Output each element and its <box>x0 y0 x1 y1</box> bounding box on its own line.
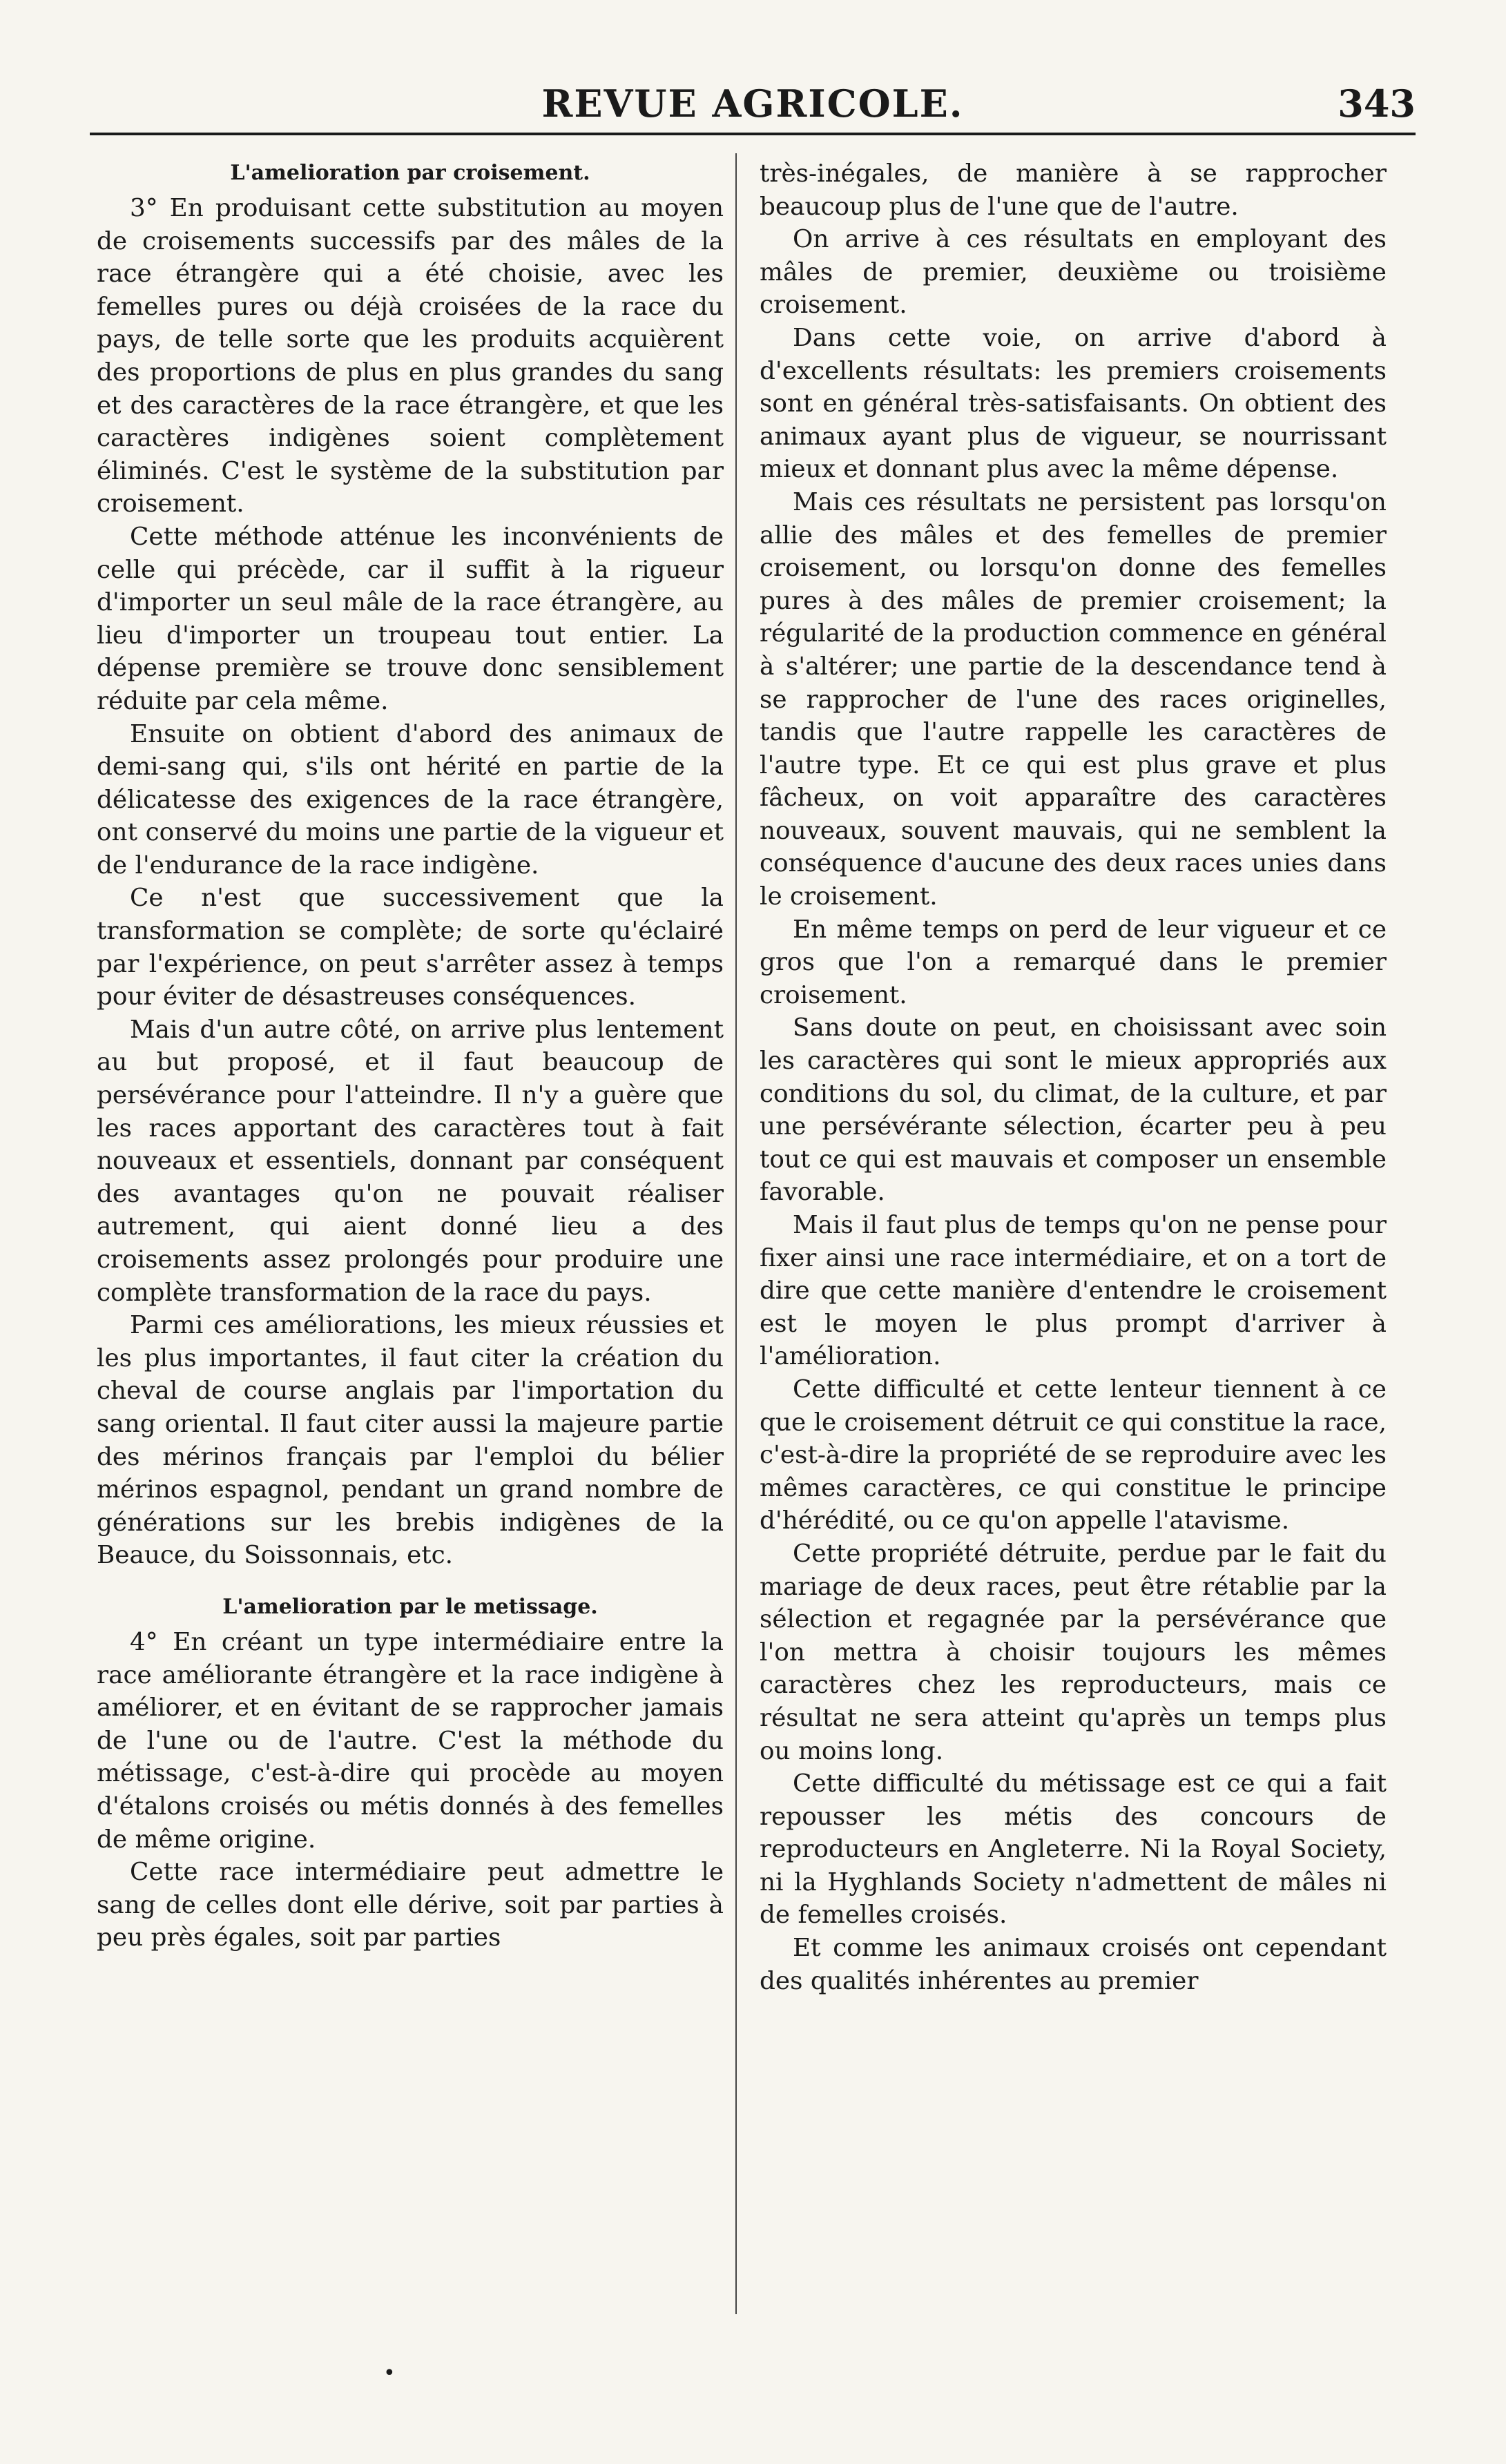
paragraph: très-inégales, de manière à se rapprocher beaucoup plus de l'une que de l'autre. <box>760 159 1387 221</box>
paragraph: En même temps on perd de leur vigueur et ce gros que l'on a remarqué dans le premier croisement. <box>760 915 1387 1009</box>
page-number: 343 <box>1338 81 1416 126</box>
paragraph: Sans doute on peut, en choisissant avec soin les caractères qui sont le mieux appropriés aux conditions du sol, du climat, de la culture, et par une persévérante sélection, écarter peu à peu tout ce qui est mauvais et composer un ensemble favorable. <box>760 1013 1387 1207</box>
paragraph: Mais ces résultats ne persistent pas lorsqu'on allie des mâles et des femelles de premier croisement, ou lorsqu'on donne des femelles pures à des mâles de premier croisement; la régularité de la production commence en général à s'altérer; une partie de la descendance tend à se rapprocher de l'une des races originelles, tandis que l'autre rappelle les caractères de l'autre type. Et ce qui est plus grave et plus fâcheux, on voit apparaître des caractères nouveaux, souvent mauvais, qui ne semblent la conséquence d'aucune des deux races unies dans le croisement. <box>760 487 1387 911</box>
paragraph: 3° En produisant cette substitution au moyen de croisements successifs par des mâles de la race étrangère qui a été choisie, avec les femelles pures ou déjà croisées de la race du pays, de telle sorte que les produits acquièrent des proportions de plus en plus grandes du sang et des caractères de la race étrangère, et que les caractères indigènes soient complètement éliminés. C'est le système de la substitution par croisement. <box>97 194 724 518</box>
paragraph: On arrive à ces résultats en employant des mâles de premier, deuxième ou troisième croisement. <box>760 225 1387 320</box>
paragraph: Ensuite on obtient d'abord des animaux de demi-sang qui, s'ils ont hérité en partie de la délicatesse des exigences de la race étrangère, ont conservé du moins une partie de la vigueur et de l'endurance de la race indigène. <box>97 719 724 880</box>
paragraph: Cette race intermédiaire peut admettre le sang de celles dont elle dérive, soit par parties à peu près égales, soit par parties <box>97 1858 724 1952</box>
paragraph: 4° En créant un type intermédiaire entre la race améliorante étrangère et la race indigène à améliorer, et en évitant de se rapprocher jamais de l'une ou de l'autre. C'est la méthode du métissage, c'est-à-dire qui procède au moyen d'étalons croisés ou métis donnés à des femelles de même origine. <box>97 1627 724 1854</box>
paragraph: Mais il faut plus de temps qu'on ne pense pour fixer ainsi une race intermédiaire, et on a tort de dire que cette manière d'entendre le croisement est le moyen le plus prompt d'arriver à l'amélioration. <box>760 1211 1387 1371</box>
paragraph: Cette difficulté du métissage est ce qui a fait repousser les métis des concours de reproducteurs en Angleterre. Ni la Royal Society, ni la Hyghlands Society n'admettent de mâles ni de femelles croisés. <box>760 1769 1387 1930</box>
paragraph: Cette méthode atténue les inconvénients de celle qui précède, car il suffit à la rigueur d'importer un seul mâle de la race étrangère, au lieu d'importer un troupeau tout entier. La dépense première se trouve donc sensiblement réduite par cela même. <box>97 522 724 715</box>
left-column <box>97 157 724 1954</box>
section-heading-metissage: L'amelioration par le metissage. <box>222 1594 598 1619</box>
column-divider <box>735 153 737 2314</box>
header-rule <box>90 133 1416 135</box>
footer-mark: • <box>383 2361 396 2385</box>
paragraph: Dans cette voie, on arrive d'abord à d'excellents résultats: les premiers croisements sont en général très-satisfaisants. On obtient des animaux ayant plus de vigueur, se nourrissant mieux et donnant plus avec la même dépense. <box>760 323 1387 484</box>
paragraph: Cette propriété détruite, perdue par le fait du mariage de deux races, peut être rétablie par la sélection et regagnée par la persévérance que l'on mettra à choisir toujours les mêmes caractères chez les reproducteurs, mais ce résultat ne sera atteint qu'après un temps plus ou moins long. <box>760 1539 1387 1765</box>
right-column <box>760 157 1387 1997</box>
paragraph: Cette difficulté et cette lenteur tiennent à ce que le croisement détruit ce qui constitue la race, c'est-à-dire la propriété de se reproduire avec les mêmes caractères, ce qui constitue le principe d'hérédité, ou ce qu'on appelle l'atavisme. <box>760 1375 1387 1535</box>
paragraph: Mais d'un autre côté, on arrive plus lentement au but proposé, et il faut beaucoup de persévérance pour l'atteindre. Il n'y a guère que les races apportant des caractères tout à fait nouveaux et essentiels, donnant par conséquent des avantages qu'on ne pouvait réaliser autrement, qui aient donné lieu a des croisements assez prolongés pour produire une complète transformation de la race du pays. <box>97 1015 724 1307</box>
paragraph: Ce n'est que successivement que la transformation se complète; de sorte qu'éclairé par l'expérience, on peut s'arrêter assez à temps pour éviter de désastreuses conséquences. <box>97 884 724 1011</box>
paragraph: Et comme les animaux croisés ont cependant des qualités inhérentes au premier <box>760 1934 1387 1995</box>
section-heading-croisement: L'amelioration par croisement. <box>230 161 590 185</box>
page-header <box>90 81 1416 137</box>
paragraph: Parmi ces améliorations, les mieux réussies et les plus importantes, il faut citer la création du cheval de course anglais par l'importation du sang oriental. Il faut citer aussi la majeure partie des mérinos français par l'emploi du bélier mérinos espagnol, pendant un grand nombre de générations sur les brebis indigènes de la Beauce, du Soissonnais, etc. <box>97 1311 724 1570</box>
running-title: REVUE AGRICOLE. <box>541 81 964 126</box>
